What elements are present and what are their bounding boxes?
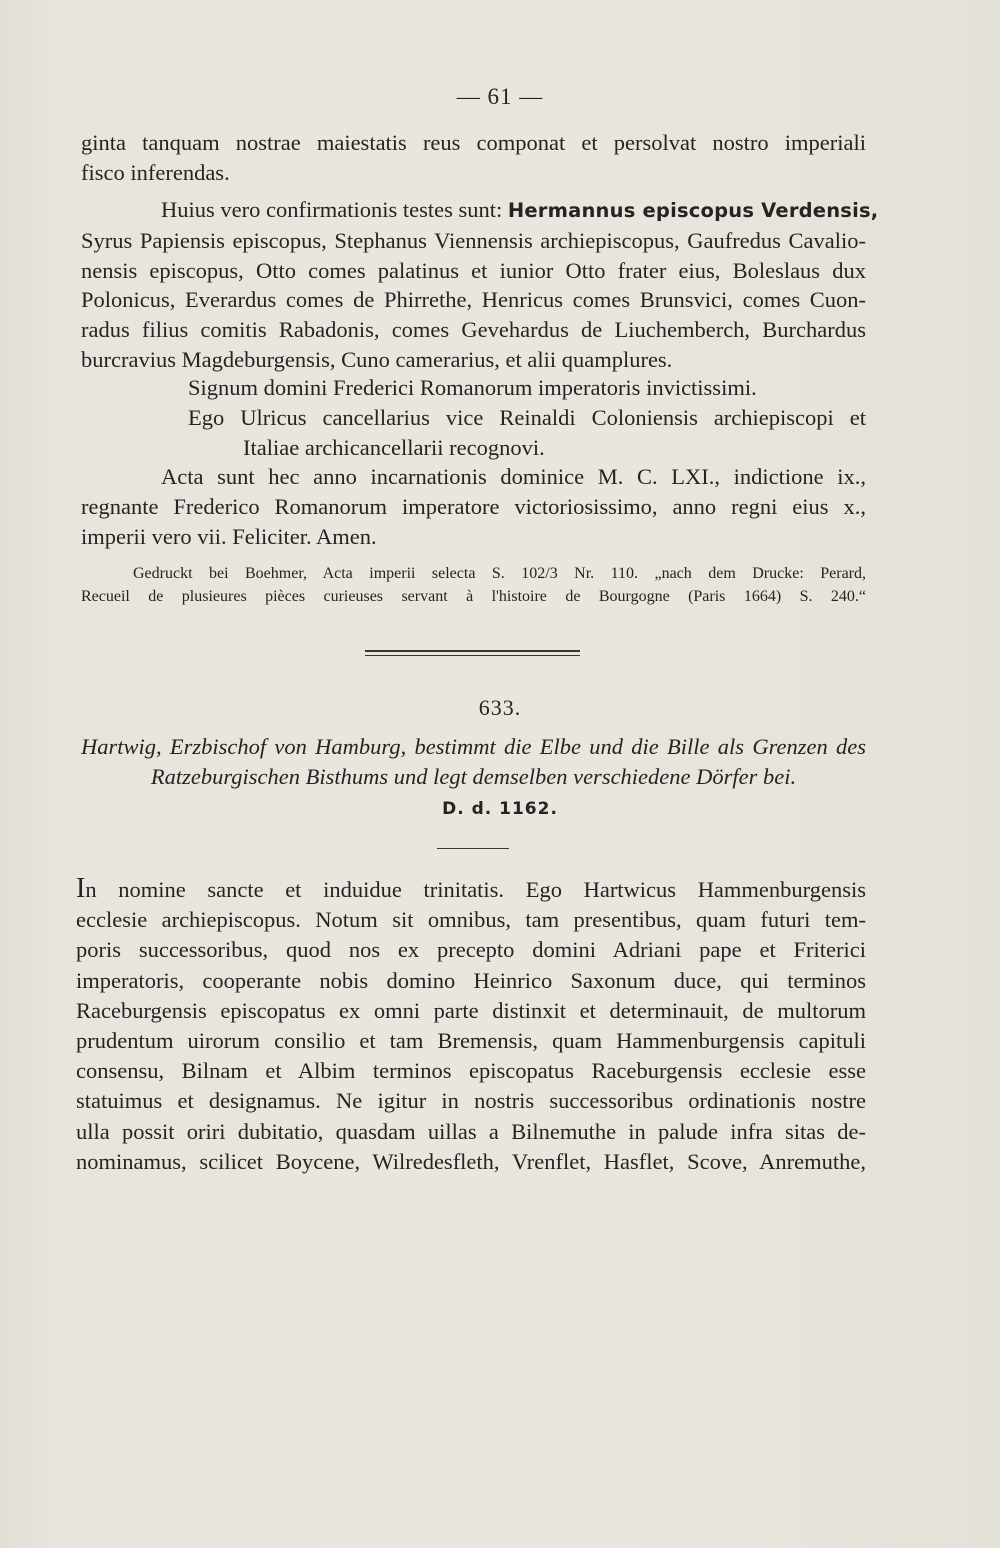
text-line <box>76 874 866 905</box>
text-line: Acta sunt hec anno incarnationis dominice M. C. LXI., indictione ix., <box>161 464 866 489</box>
document-date: D. d. 1162. <box>442 799 558 819</box>
text-line: burcravius Magdeburgensis, Cuno camerarius, et alii quamplures. <box>81 346 673 372</box>
charter-text <box>76 874 866 1177</box>
witness-highlight: Hermannus episcopus Verdensis, <box>507 199 879 222</box>
text-line: imperatoris, cooperante nobis domino Heinrico Saxonum duce, qui terminos <box>76 967 866 993</box>
footnote-line: Gedruckt bei Boehmer, Acta imperii selecta S. 102/3 Nr. 110. „nach dem Drucke: Perard, <box>133 565 866 582</box>
page-number: — 61 — <box>456 84 544 109</box>
text-line: ecclesie archiepiscopus. Notum sit omnibus, tam presentibus, quam futuri tem- <box>76 907 866 933</box>
text-line: radus filius comitis Rabadonis, comes Gevehardus de Liuchemberch, Burchardus <box>81 317 866 343</box>
text-line: Raceburgensis episcopatus ex omni parte distinxit et determinauit, de multorum <box>76 997 866 1023</box>
section-divider <box>365 650 580 656</box>
text-line: prudentum uirorum consilio et tam Bremensis, quam Hammenburgensis capituli <box>76 1028 866 1054</box>
heading-line: Ratzeburgischen Bisthums und legt demselben verschiedene Dörfer bei. <box>150 764 797 789</box>
text-line: nensis episcopus, Otto comes palatinus et iunior Otto frater eius, Boleslaus dux <box>81 257 866 283</box>
heading-divider <box>437 848 509 849</box>
ego-paragraph <box>81 403 866 463</box>
witness-intro: Huius vero confirmationis testes sunt: <box>161 197 503 222</box>
text-line: fisco inferendas. <box>81 159 230 185</box>
text-line: Italiae archicancellarii recognovi. <box>243 434 545 460</box>
text-line: regnante Frederico Romanorum imperatore victoriosissimo, anno regni eius x., <box>81 493 866 519</box>
text-line: ginta tanquam nostrae maiestatis reus componat et persolvat nostro imperiali <box>81 130 866 155</box>
paragraph-continuation <box>81 128 866 188</box>
footnote <box>81 562 866 608</box>
text-line: nominamus, scilicet Boycene, Wilredesfleth, Vrenflet, Hasflet, Scove, Anremuthe, <box>76 1148 866 1174</box>
footnote-line: Recueil de plusieures pièces curieuses servant à l'histoire de Bourgogne (Paris 1664) S. 240.“ <box>81 588 866 605</box>
text-line: Ego Ulricus cancellarius vice Reinaldi Coloniensis archiepiscopi et <box>188 405 866 430</box>
text-line: imperii vero vii. Feliciter. Amen. <box>81 523 377 549</box>
text-line: statuimus et designamus. Ne igitur in nostris successoribus ordinationis nostre <box>76 1088 866 1114</box>
text-line <box>81 195 879 226</box>
acta-paragraph <box>81 462 866 551</box>
witness-paragraph <box>81 195 879 375</box>
text-line: Polonicus, Everardus comes de Phirrethe, Henricus comes Brunsvici, comes Cuon- <box>81 287 866 313</box>
text-line: Signum domini Frederici Romanorum imperatoris invictissimi. <box>188 375 757 400</box>
initial-letter: I <box>76 873 86 904</box>
text-line: poris successoribus, quod nos ex precepto domini Adriani pape et Friterici <box>76 937 866 963</box>
text-line: Syrus Papiensis episcopus, Stephanus Viennensis archiepiscopus, Gaufredus Cavalio- <box>81 227 866 253</box>
text-line: consensu, Bilnam et Albim terminos episcopatus Raceburgensis ecclesie esse <box>76 1058 866 1084</box>
document-number: 633. <box>478 695 522 720</box>
signum-line <box>81 373 866 403</box>
first-line-text: n nomine sancte et induidue trinitatis. Ego Hartwicus Hammenburgensis <box>85 877 866 902</box>
heading-line: Hartwig, Erzbischof von Hamburg, bestimmt die Elbe und die Bille als Grenzen des <box>81 734 866 759</box>
text-line: ulla possit oriri dubitatio, quasdam uillas a Bilnemuthe in palude infra sitas de- <box>76 1118 866 1144</box>
document-heading <box>81 732 866 792</box>
